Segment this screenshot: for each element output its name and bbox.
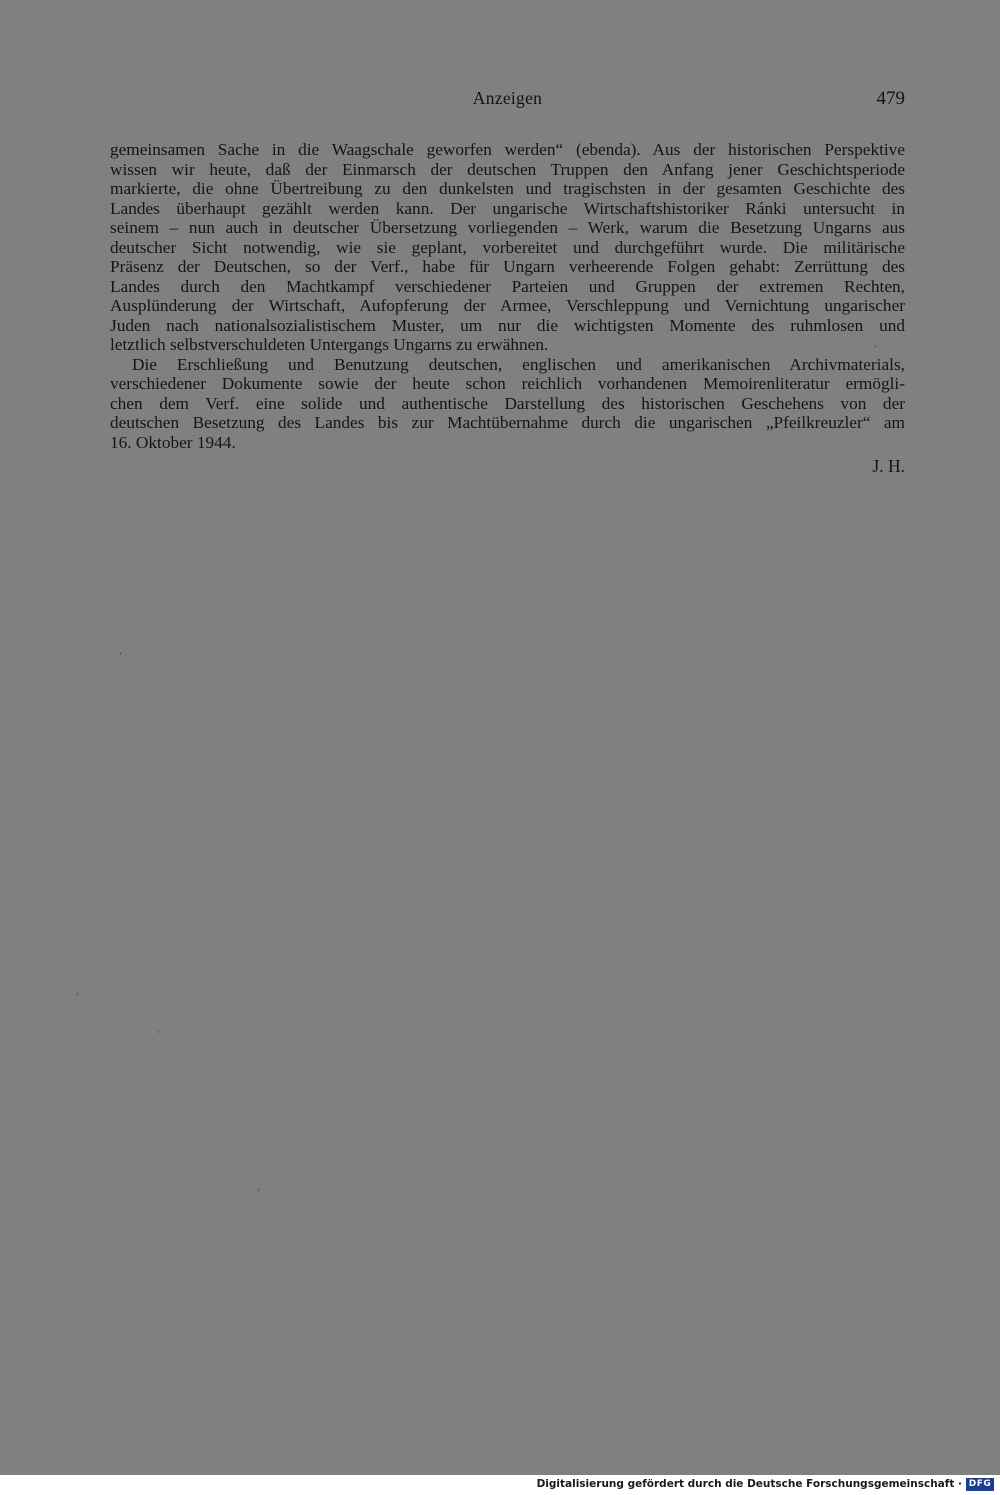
paragraph-1-line-7: Präsenz der Deutschen, so der Verf., habe für Ungarn verheerende Folgen gehabt: Zerrüttung des (110, 257, 905, 276)
paragraph-1-line-9: Ausplünderung der Wirtschaft, Aufopferung der Armee, Verschleppung und Vernichtung ungarischer (110, 296, 905, 315)
scan-speck (158, 1030, 159, 1033)
author-signature: J. H. (872, 456, 905, 476)
paragraph-2-line-5: 16. Oktober 1944. (110, 432, 236, 452)
paragraph-1-line-10: Juden nach nationalsozialistischem Muster, um nur die wichtigsten Momente des ruhmlosen und (110, 315, 905, 335)
body-text (110, 140, 905, 477)
dfg-logo: DFG (966, 1478, 994, 1491)
scan-speck (875, 345, 876, 348)
paragraph-1-line-2: wissen wir heute, daß der Einmarsch der deutschen Truppen den Anfang jener Geschichtsperiode (110, 159, 905, 179)
scan-speck (120, 652, 121, 655)
paragraph-2-line-1: Die Erschließung und Benutzung deutschen, englischen und amerikanischen Archivmaterials, (132, 354, 905, 374)
footer-bar (0, 1475, 1000, 1495)
scan-speck (77, 993, 78, 996)
paragraph-1-line-11: letztlich selbstverschuldeten Untergangs Ungarns zu erwähnen. (110, 335, 549, 354)
paragraph-1-line-8: Landes durch den Machtkampf verschiedener Parteien und Gruppen der extremen Rechten, (110, 276, 905, 296)
digitization-credit: Digitalisierung gefördert durch die Deutsche Forschungsgemeinschaft · (536, 1478, 962, 1490)
paragraph-2-line-2: verschiedener Dokumente sowie der heute schon reichlich vorhandenen Memoirenliteratur ermögli- (110, 374, 905, 393)
paragraph-1-line-3: markierte, die ohne Übertreibung zu den dunkelsten und tragischsten in der gesamten Geschichte des (110, 179, 905, 198)
paragraph-2-line-3: chen dem Verf. eine solide und authentische Darstellung des historischen Geschehens von der (110, 393, 905, 413)
page-header (110, 88, 905, 114)
scan-speck (258, 1188, 259, 1191)
running-head: Anzeigen (472, 88, 543, 108)
paragraph-2-line-4: deutschen Besetzung des Landes bis zur Machtübernahme durch die ungarischen „Pfeilkreuzler“ am (110, 413, 905, 432)
page-number: 479 (876, 88, 905, 109)
paragraph-1-line-1: gemeinsamen Sache in die Waagschale geworfen werden“ (ebenda). Aus der historischen Perspektive (110, 140, 905, 159)
paragraph-1-line-4: Landes überhaupt gezählt werden kann. Der ungarische Wirtschaftshistoriker Ránki untersucht in (110, 198, 905, 218)
paragraph-1-line-5: seinem – nun auch in deutscher Übersetzung vorliegenden – Werk, warum die Besetzung Ungarns aus (110, 218, 905, 237)
paragraph-1-line-6: deutscher Sicht notwendig, wie sie geplant, vorbereitet und durchgeführt wurde. Die militärische (110, 237, 905, 257)
